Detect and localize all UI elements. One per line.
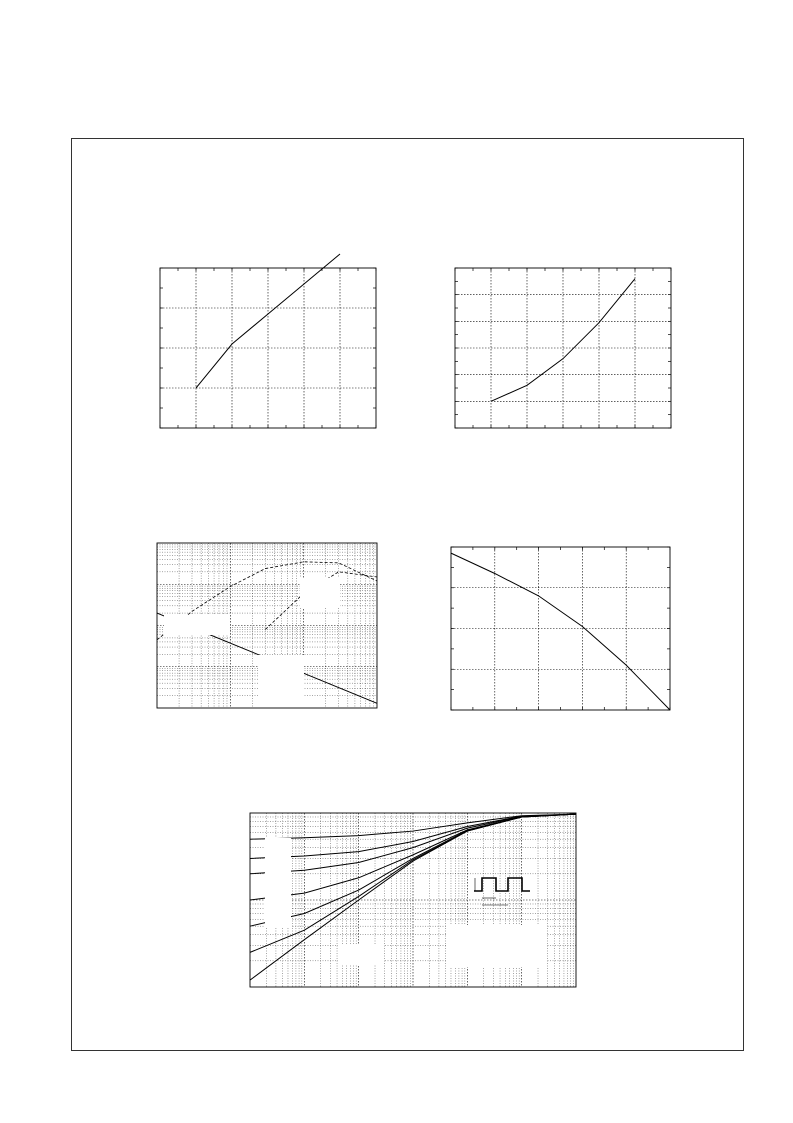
annotation-area bbox=[447, 925, 547, 967]
chart-1 bbox=[160, 254, 376, 428]
chart-5 bbox=[250, 813, 576, 987]
chart-4 bbox=[451, 547, 670, 710]
annotation-area bbox=[164, 615, 230, 635]
annotation-area bbox=[300, 578, 340, 608]
chart-3 bbox=[157, 543, 377, 708]
chart-2 bbox=[455, 268, 671, 428]
series-line-4 bbox=[250, 814, 576, 900]
annotation-area bbox=[265, 838, 291, 928]
pulse-waveform bbox=[474, 878, 530, 891]
series-line-1 bbox=[451, 553, 670, 710]
annotation-area bbox=[258, 655, 304, 707]
annotation-area bbox=[338, 945, 384, 965]
